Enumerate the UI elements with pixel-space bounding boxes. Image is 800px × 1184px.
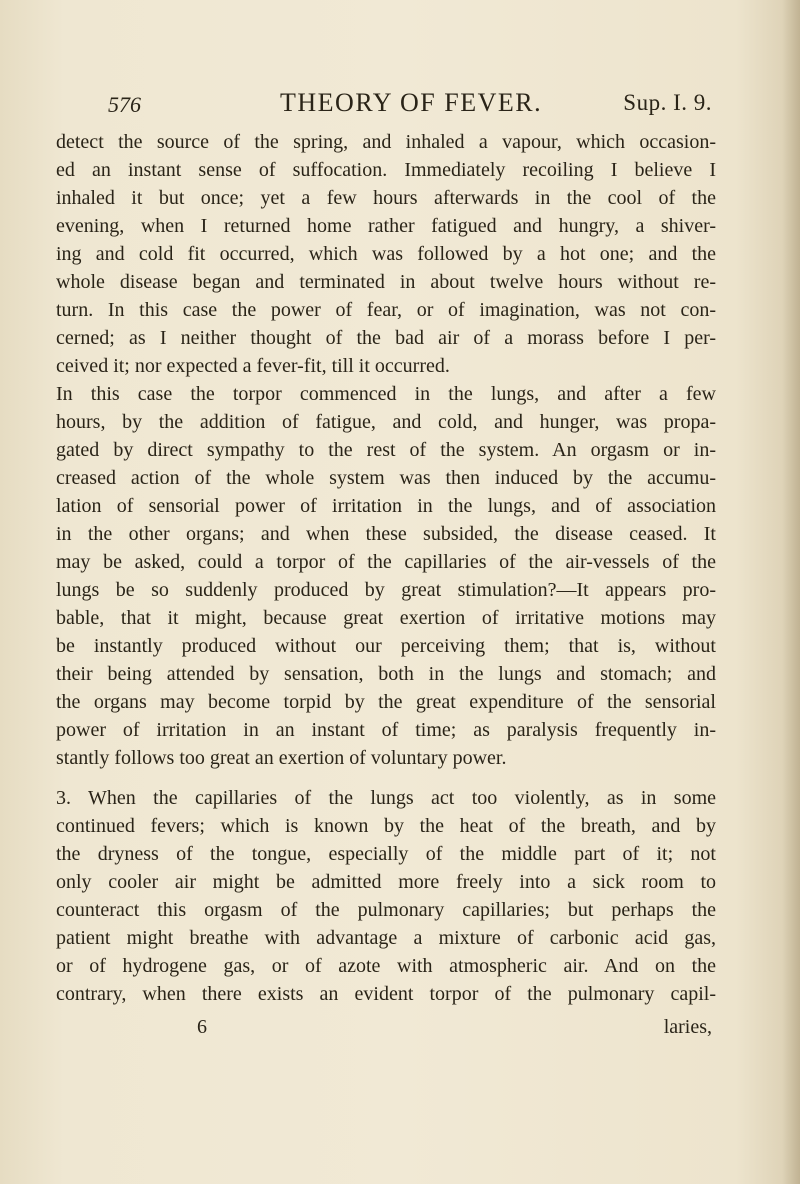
running-title: THEORY OF FEVER. [280,88,543,117]
text-line: lation of sensorial power of irritation in the lungs, and of association [56,495,716,517]
page-edge-shadow [782,0,800,1184]
text-line: in the other organs; and when these subsided, the disease ceased. It [56,523,716,545]
text-line: hours, by the addition of fatigue, and cold, and hunger, was propa- [56,411,716,433]
text-line: power of irritation in an instant of time; as paralysis frequently in- [56,719,716,741]
text-line: the organs may become torpid by the great expenditure of the sensorial [56,691,716,713]
text-line: stantly follows too great an exertion of voluntary power. [56,747,507,769]
text-line: cerned; as I neither thought of the bad air of a morass before I per- [56,327,716,349]
text-line: ceived it; nor expected a fever-fit, till it occurred. [56,355,450,377]
text-line: only cooler air might be admitted more freely into a sick room to [56,871,716,893]
text-line: may be asked, could a torpor of the capillaries of the air-vessels of the [56,551,716,573]
paragraph-gap [56,772,716,784]
section-reference: Sup. I. 9. [623,90,712,115]
text-line: or of hydrogene gas, or of azote with atmospheric air. And on the [56,955,716,977]
text-line: inhaled it but once; yet a few hours afterwards in the cool of the [56,187,716,209]
text-line: be instantly produced without our perceiving them; that is, without [56,635,716,657]
text-line: gated by direct sympathy to the rest of the system. An orgasm or in- [56,439,716,461]
page-number: 576 [108,92,141,117]
page-footer [56,1016,716,1044]
text-line: their being attended by sensation, both in the lungs and stomach; and [56,663,716,685]
text-line: bable, that it might, because great exertion of irritative motions may [56,607,716,629]
text-line: evening, when I returned home rather fatigued and hungry, a shiver- [56,215,716,237]
text-line: whole disease began and terminated in about twelve hours without re- [56,271,716,293]
text-line: contrary, when there exists an evident torpor of the pulmonary capil- [56,983,716,1005]
page-header [108,88,712,122]
text-line: ed an instant sense of suffocation. Immediately recoiling I believe I [56,159,716,181]
text-line: detect the source of the spring, and inhaled a vapour, which occasion- [56,131,716,153]
signature-mark: 6 [197,1016,207,1038]
text-line: ing and cold fit occurred, which was followed by a hot one; and the [56,243,716,265]
text-line: counteract this orgasm of the pulmonary capillaries; but perhaps the [56,899,716,921]
text-line: turn. In this case the power of fear, or of imagination, was not con- [56,299,716,321]
text-line: the dryness of the tongue, especially of the middle part of it; not [56,843,716,865]
body-text [56,128,716,1008]
text-line: lungs be so suddenly produced by great stimulation?—It appears pro- [56,579,716,601]
text-line: patient might breathe with advantage a mixture of carbonic acid gas, [56,927,716,949]
text-line: creased action of the whole system was then induced by the accumu- [56,467,716,489]
catchword: laries, [663,1016,712,1038]
text-line: continued fevers; which is known by the heat of the breath, and by [56,815,716,837]
text-line: In this case the torpor commenced in the lungs, and after a few [56,383,716,405]
text-line: 3. When the capillaries of the lungs act too violently, as in some [56,787,716,809]
